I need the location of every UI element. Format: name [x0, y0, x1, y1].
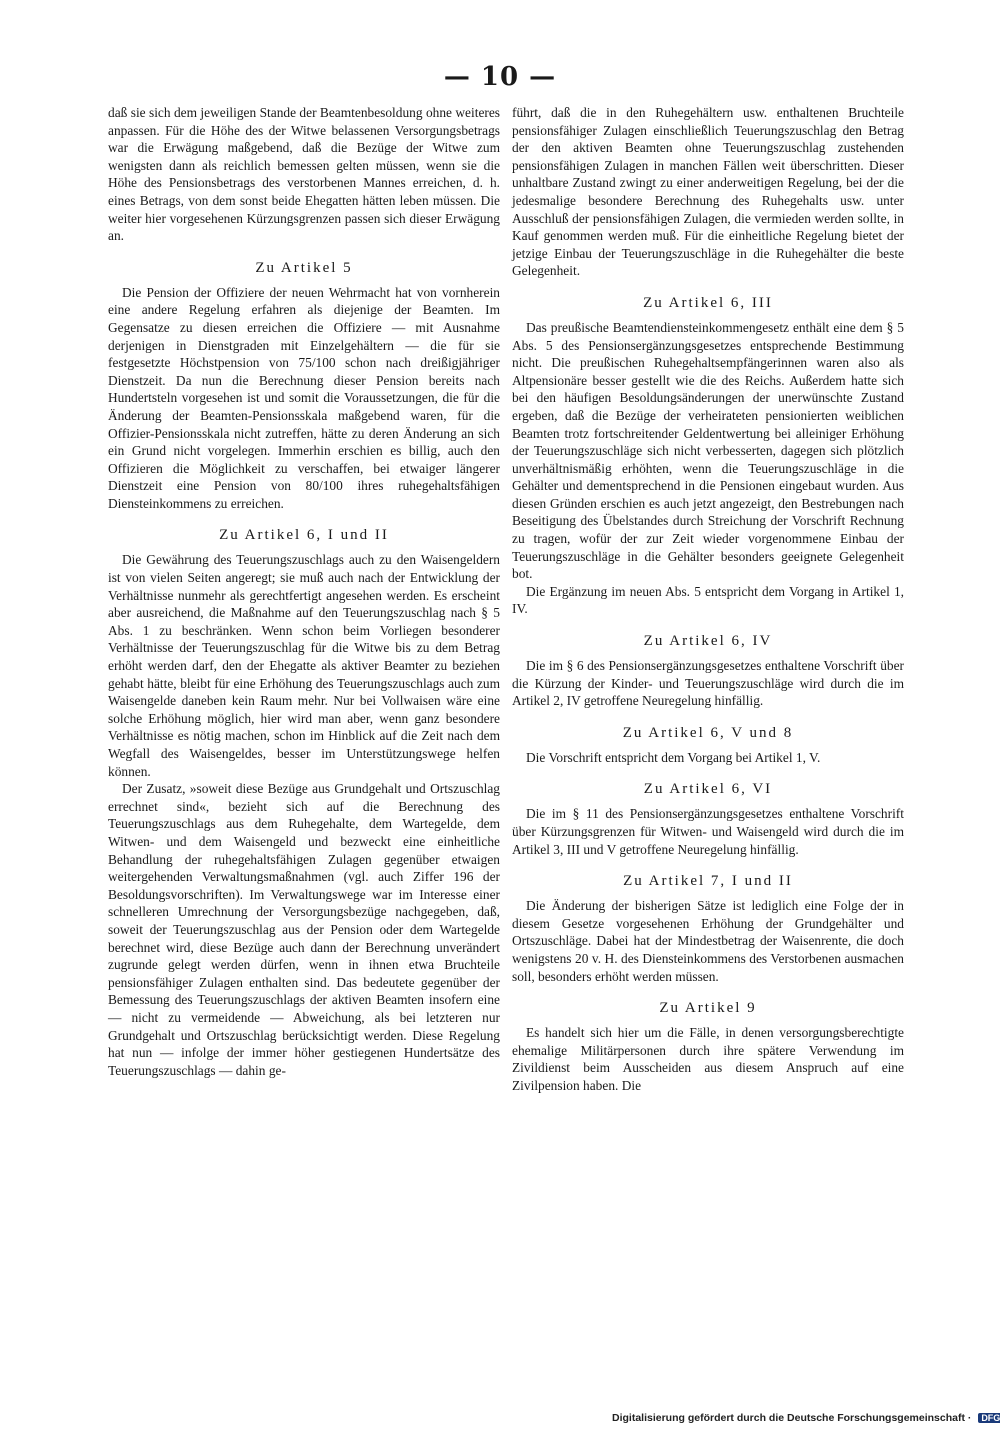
page-number: — 10 — — [443, 62, 557, 92]
paragraph: Die im § 11 des Pensionsergänzungsgesetzes enthaltene Vorschrift über Kürzungsgrenzen für Witwen- und Waisengeld wird durch die im Artikel 3, III und V getroffene Neuregelung hinfällig. — [512, 806, 904, 857]
paragraph: Die Ergänzung im neuen Abs. 5 entspricht dem Vorgang in Artikel 1, IV. — [512, 583, 904, 617]
paragraph: Die Gewährung des Teuerungszuschlags auch zu den Waisengeldern ist von vielen Seiten angeregt; sie muß auch nach der Entwicklung der Verhältnisse nunmehr als gerechtfertigt angesehen werden. Es erscheint aber ausreichend, die Maßnahme auf den Teuerungszuschlag nach § 5 Abs. 1 zu beschränken. Wenn schon beim Vorliegen besonderer Verhältnisse der Teuerungszuschlag für die Witwe bis zu dem Betrag erhöht werden darf, den der Ehegatte als aktiver Beamter zu beziehen gehabt hätte, bleibt für eine Erhöhung des Teuerungszuschlags auch zum Waisengelde daneben kein Raum mehr. Nur bei Vollwaisen wäre eine solche Erhöhung möglich, hier wird man aber, wenn ganz besondere Verhältnisse es nötig machen, schon im Hinblick auf die Zeit nach dem Wegfall des Waisengeldes, besser im Unterstützungswege helfen können. — [108, 552, 500, 779]
section-heading: Zu Artikel 6, III — [643, 294, 773, 311]
section-heading: Zu Artikel 9 — [659, 1000, 757, 1017]
paragraph: Die im § 6 des Pensionsergänzungsgesetzes enthaltene Vorschrift über die Kürzung der Kinder- und Teuerungszuschläge wird durch die im Artikel 2, IV getroffene Neuregelung hinfällig. — [512, 658, 904, 709]
paragraph: Der Zusatz, »soweit diese Bezüge aus Grundgehalt und Ortszuschlag errechnet sind«, bezieht sich auf die Berechnung des Teuerungszuschlags aus dem Ruhegehalte, dem Wartegelde, dem Witwen- und dem Waisengeld und bezweckt eine einheitliche Behandlung der ruhegehaltsfähigen Zulagen gegenüber etwaigen weitergehenden Verwaltungsmaßnahmen (vgl. auch Ziffer 196 der Besoldungsvorschriften). Im Verwaltungswege war im Interesse einer schnelleren Umrechnung der Versorgungsbezüge nachgegeben, daß, soweit der Teuerungszuschlag aus der Pension oder dem Wartegelde berechnet wird, diese Bezüge auch dann der Berechnung unverändert zugrunde gelegt werden dürfen, wenn in ihnen etwa Bruchteile pensionsfähiger Zulagen enthalten sind. Das bedeutete gegenüber der Bemessung des Teuerungszuschlags der aktiven Beamten insofern eine — nicht zu vermeidende — Abweichung, als bei letzteren nur Grundgehalt und Ortszuschlag berücksichtigt werden. Diese Regelung hat nun — infolge der immer höher gestiegenen Hundertsätze des Teuerungszuschlags — dahin ge- — [108, 781, 500, 1078]
paragraph: Die Pension der Offiziere der neuen Wehrmacht hat von vornherein eine andere Regelung erfahren als diejenige der Beamten. Im Gegensatze zu diesen erreichen die Offiziere — mit Ausnahme derjenigen in Dienstgraden mit Einzelgehältern — die für sie festgesetzte Höchstpension von 75/100 schon nach dreißigjähriger Dienstzeit. Da nun die Berechnung dieser Pension bereits nach Hundertsteln vorgesehen ist und somit die Voraussetzungen, die für die Änderung der Beamten-Pensionsskala maßgebend waren, für die Offizier-Pensionsskala nicht zutreffen, hätte zu deren Änderung an sich ein Grund nicht vorgelegen. Immerhin erschien es billig, auch den Offizieren die Möglichkeit zu verschaffen, bei etwaiger längerer Dienstzeit eine Pension von 80/100 ihres ruhegehaltsfähigen Diensteinkommens zu erreichen. — [108, 284, 500, 511]
paragraph: Die Änderung der bisherigen Sätze ist lediglich eine Folge der in diesem Gesetze vorgesehenen Erhöhung der Grundgehälter und Ortszuschläge. Dabei hat der Mindestbetrag der Waisenrente, die doch wenigstens 20 v. H. des Diensteinkommens des Verstorbenen ausmachen soll, besonders erhöht werden müssen. — [512, 898, 904, 984]
right-column — [512, 104, 904, 1095]
paragraph: Die Vorschrift entspricht dem Vorgang bei Artikel 1, V. — [526, 749, 821, 765]
paragraph: Es handelt sich hier um die Fälle, in denen versorgungsberechtigte ehemalige Militärpersonen durch ihre spätere Verwendung im Zivildienst beim Ausscheiden aus diesem Anspruch auf eine Zivilpension haben. Die — [512, 1025, 904, 1093]
section-heading: Zu Artikel 6, VI — [643, 781, 773, 798]
digitization-footer — [612, 1412, 1000, 1424]
section-heading: Zu Artikel 7, I und II — [623, 873, 793, 890]
section-heading: Zu Artikel 6, I und II — [219, 527, 389, 544]
footer-text: Digitalisierung gefördert durch die Deutsche Forschungsgemeinschaft · — [612, 1412, 972, 1424]
section-heading: Zu Artikel 6, IV — [643, 633, 773, 650]
left-column — [108, 104, 500, 1079]
paragraph: führt, daß die in den Ruhegehältern usw. enthaltenen Bruchteile pensionsfähiger Zulagen einschließlich Teuerungszuschlag den Betrag der den aktiven Beamten ohne Teuerungszuschlag zustehenden pensionsfähigen Zulagen in manchen Fällen weit überschritten. Dieser unhaltbare Zustand zwingt zu einer anderweitigen Regelung, bei der die jedesmalige besondere Berechnung des Ruhegehalts usw. unter Ausschluß der pensionsfähigen Zulagen, die vermieden werden sollte, in Kauf genommen werden muß. Für die einheitliche Regelung bietet der jetzige Einbau der Teuerungszuschläge in die Ruhegehälter die beste Gelegenheit. — [512, 105, 904, 279]
paragraph: daß sie sich dem jeweiligen Stande der Beamtenbesoldung ohne weiteres anpassen. Für die Höhe des der Witwe belassenen Versorgungsbetrags war die Erwägung maßgebend, daß die Bezüge der Witwe zum wenigsten dann als reichlich bemessen gelten müssen, wenn sie die Höhe des Pensionsbetrags des verstorbenen Mannes erreichen, d. h. eines Betrags, von dem sonst beide Ehegatten hätten leben müssen. Die weiter hier vorgesehenen Kürzungsgrenzen passen sich dieser Erwägung an. — [108, 105, 500, 244]
section-heading: Zu Artikel 5 — [255, 259, 353, 276]
dfg-logo: DFG — [978, 1413, 1000, 1423]
section-heading: Zu Artikel 6, V und 8 — [622, 724, 794, 741]
paragraph: Das preußische Beamtendiensteinkommengesetz enthält eine dem § 5 Abs. 5 des Pensionsergänzungsgesetzes entsprechende Bestimmung nicht. Die preußischen Ruhegehaltsempfängerinnen waren also als Altpensionäre besser gestellt wie die des Reichs. Außerdem hatte sich bei den häufigen Besoldungsänderungen der unerwünschte Zustand ergeben, daß die Bezüge der verheirateten pensionierten weiblichen Beamten trotz fortschreitender Geldentwertung bei alleiniger Erhöhung der Teuerungszuschläge sich nicht verbesserten, dagegen sich plötzlich unverhältnismäßig erhöhten, wenn die Teuerungszuschläge in die Gehälter und dementsprechend in die Pensionen eingebaut wurden. Aus diesen Gründen erschien es auch jetzt angezeigt, den Bestrebungen nach Beseitigung des Übelstandes durch Streichung der Vorschrift Rechnung zu tragen, wofür der zur Zeit wieder vorgenommene Einbau der Teuerungszuschläge in die Gehälter besonders geeignete Gelegenheit bot. — [512, 319, 904, 582]
